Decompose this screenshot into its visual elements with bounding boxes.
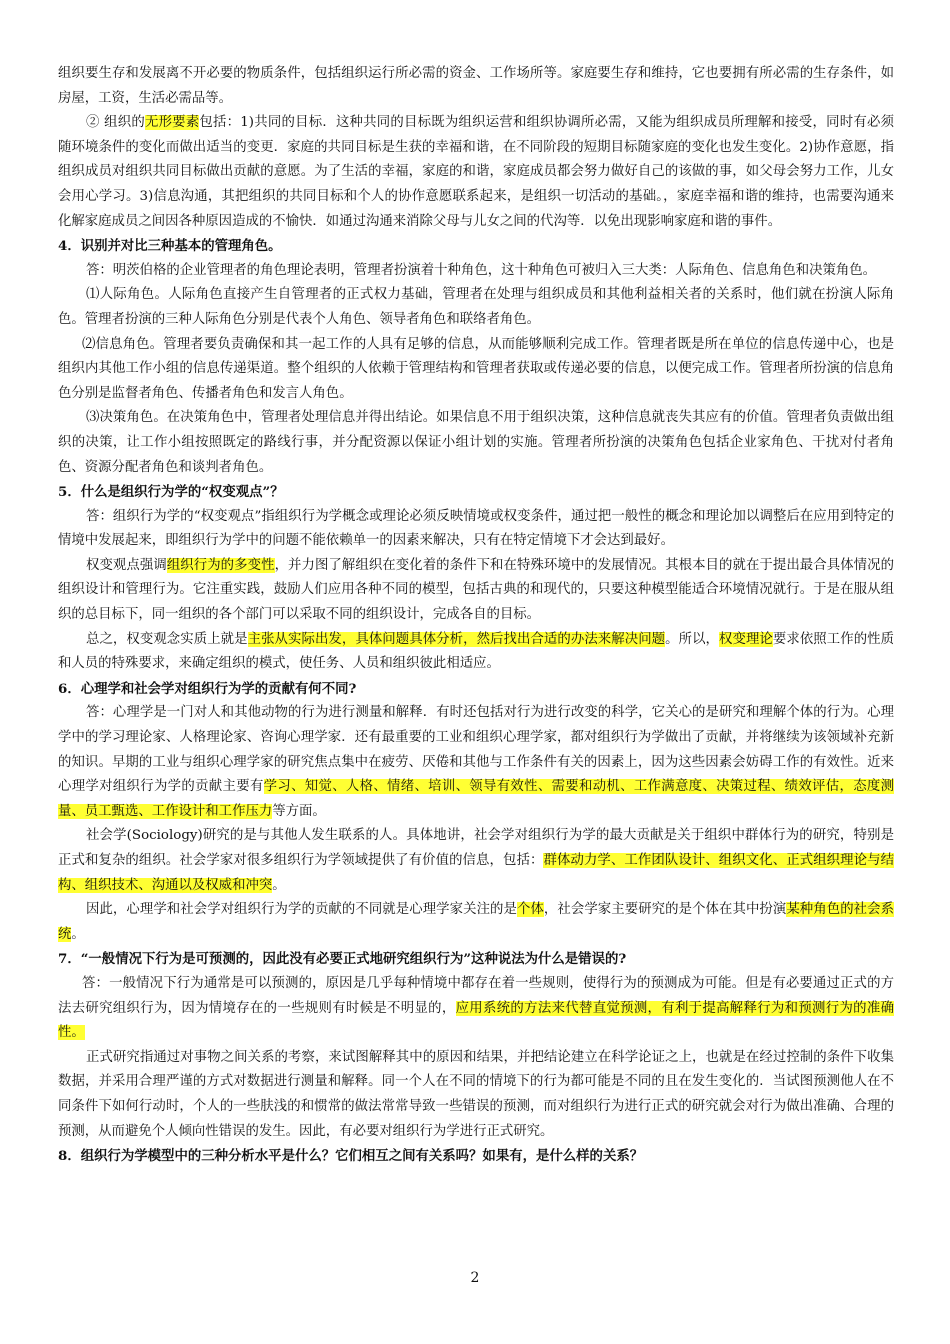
- highlight: 权变理论: [719, 631, 773, 647]
- highlight: 应用系统的方法来代替直觉预测，有利于提高解释行为和预测行为的准确性。: [58, 1000, 894, 1041]
- highlight: 某种角色的社会系统: [58, 902, 895, 942]
- answer-5-summary: 总之，权变观念实质上就是主张从实际出发，具体问题具体分析，然后找出合适的办法来解决问题。所以，权变理论要求依照工作的性质和人员的特殊要求，来确定组织的模式，使任务、人员和组织彼此相适应。: [58, 631, 895, 672]
- highlight: 无形要素: [144, 115, 200, 131]
- answer-4-intro: 答：明茨伯格的企业管理者的角色理论表明，管理者扮演着十种角色，这十种角色可被归入三大类：人际角色、信息角色和决策角色。: [86, 262, 877, 278]
- question-7-heading: 7．“一般情况下行为是可预测的，因此没有必要正式地研究组织行为”这种说法为什么是错误的?: [58, 951, 627, 968]
- document-page: [58, 62, 894, 1169]
- question-4-heading: 4．识别并对比三种基本的管理角色。: [58, 238, 282, 255]
- answer-6-psychology: 答：心理学是一门对人和其他动物的行为进行测量和解释．有时还包括对行为进行改变的科学，它关心的是研究和理解个体的行为。心理学中的学习理论家、人格理论家、咨询心理学家．还有最重要的工业和组织心理学家，都对组织行为学做出了贡献，并将继续为该领域补充新的知识。早期的工业与组织心理学家的研究焦点集中在疲劳、厌倦和其他与工作条件有关的因素上，因为这些因素会妨碍工作的有效性。近来心理学对组织行为学的贡献主要有学习、知觉、人格、情绪、培训、领导有效性、需要和动机、工作满意度、决策过程、绩效评估，态度测量、员工甄选、工作设计和工作压力等方面。: [58, 705, 895, 819]
- answer-6-conclusion: 因此，心理学和社会学对组织行为学的贡献的不同就是心理学家关注的是个体，社会学家主要研究的是个体在其中扮演某种角色的社会系统。: [58, 902, 895, 942]
- answer-4-interpersonal: ⑴人际角色。人际角色直接产生自管理者的正式权力基础，管理者在处理与组织成员和其他利益相关者的关系时，他们就在扮演人际角色。管理者扮演的三种人际角色分别是代表个人角色、领导者角色和联络者角色。: [58, 287, 894, 327]
- highlight: 个体: [516, 902, 544, 918]
- question-5-heading: 5．什么是组织行为学的“权变观点”？: [58, 484, 284, 501]
- paragraph: 组织要生存和发展离不开必要的物质条件，包括组织运行所必需的资金、工作场所等。家庭要生存和维持，它也要拥有所必需的生存条件，如房屋，工资，生活必需品等。: [58, 66, 894, 106]
- highlight: 组织行为的多变性: [166, 557, 275, 573]
- highlight: 主张从实际出发，具体问题具体分析，然后找出合适的办法来解决问题: [247, 631, 666, 647]
- answer-7-formal-research: 正式研究指通过对事物之间关系的考察，来试图解释其中的原因和结果，并把结论建立在科学论证之上，也就是在经过控制的条件下收集数据，并采用合理严谨的方式对数据进行测量和解释。同一个人在不同的情境下的行为都可能是不同的且在发生变化的．当试图预测他人在不同条件下如何行动时，个人的一些肤浅的和惯常的做法常常导致一些错误的预测，而对组织行为进行正式的研究就会对行为做出准确、合理的预测，从而避免个人倾向性错误的发生。因此，有必要对组织行为学进行正式研究。: [58, 1049, 894, 1139]
- answer-7-prediction: 答：一般情况下行为通常是可以预测的，原因是几乎每种情境中都存在着一些规则，使得行为的预测成为可能。但是有必要通过正式的方法去研究组织行为，因为情境存在的一些规则有时候是不明显的，应用系统的方法来代替直觉预测，有利于提高解释行为和预测行为的准确性。: [58, 975, 894, 1041]
- highlight: 学习、知觉、人格、情绪、培训、领导有效性、需要和动机、工作满意度、决策过程、绩效评估，态度测量、员工甄选、工作设计和工作压力: [58, 779, 895, 819]
- question-6-heading: 6．心理学和社会学对组织行为学的贡献有何不同?: [58, 680, 357, 697]
- answer-4-decisional: ⑶决策角色。在决策角色中，管理者处理信息并得出结论。如果信息不用于组织决策，这种信息就丧失其应有的价值。管理者负责做出组织的决策，让工作小组按照既定的路线行事，并分配资源以保证小组计划的实施。管理者所扮演的决策角色包括企业家角色、干扰对付者角色、资源分配者角色和谈判者角色。: [58, 410, 894, 475]
- answer-5-emphasis: 权变观点强调组织行为的多变性，并力图了解组织在变化着的条件下和在特殊环境中的发展情况。其根本目的就在于提出最合具体情况的组织设计和管理行为。它注重实践，鼓励人们应用各种不同的模型，包括古典的和现代的，只要这种模型能适合环境情况就行。于是在服从组织的总目标下，同一组织的各个部门可以采取不同的组织设计，完成各自的目标。: [58, 557, 895, 623]
- answer-6-sociology: 社会学(Sociology)研究的是与其他人发生联系的人。具体地讲，社会学对组织行为学的最大贡献是关于组织中群体行为的研究，特别是正式和复杂的组织。社会学家对很多组织行为学领域提供了有价值的信息，包括：群体动力学、工作团队设计、组织文化、正式组织理论与结构、组织技术、沟通以及权威和冲突。: [58, 828, 895, 893]
- page-number: 2: [470, 1270, 480, 1286]
- answer-5-definition: 答：组织行为学的“权变观点”指组织行为学概念或理论必须反映情境或权变条件，通过把一般性的概念和理论加以调整后在应用到特定的情境中发展起来，即组织行为学中的问题不能依赖单一的因素来解决，只有在特定情境下才会达到最好。: [58, 508, 894, 549]
- paragraph-intangible-elements: ② 组织的无形要素包括：1)共同的目标．这种共同的目标既为组织运营和组织协调所必需，又能为组织成员所理解和接受，同时有必须随环境条件的变化而做出适当的变更．家庭的共同目标是生获的幸福和谐，在不同阶段的短期目标随家庭的变化也发生变化。2)协作意愿，指组织成员对组织共同目标做出贡献的意愿。为了生活的幸福，家庭的和谐，家庭成员都会努力做好自己的该做的事，如父母会努力工作，儿女会用心学习。3)信息沟通，其把组织的共同目标和个人的协作意愿联系起来，是组织一切活动的基础。，家庭幸福和谐的维持，也需要沟通来化解家庭成员之间因各种原因造成的不愉快．如通过沟通来消除父母与儿女之间的代沟等．以免出现影响家庭和谐的事件。: [58, 115, 894, 229]
- question-8-heading: 8．组织行为学模型中的三种分析水平是什么？它们相互之间有关系吗？如果有，是什么样的关系？: [58, 1148, 644, 1165]
- answer-4-informational: ⑵信息角色。管理者要负责确保和其一起工作的人具有足够的信息，从而能够顺利完成工作。管理者既是所在单位的信息传递中心，也是组织内其他工作小组的信息传递渠道。整个组织的人依赖于管理结构和管理者获取或传递必要的信息，以便完成工作。管理者所扮演的信息角色分别是监督者角色、传播者角色和发言人角色。: [58, 336, 894, 401]
- highlight: 群体动力学、工作团队设计、组织文化、正式组织理论与结构、组织技术、沟通以及权威和冲突: [58, 853, 895, 893]
